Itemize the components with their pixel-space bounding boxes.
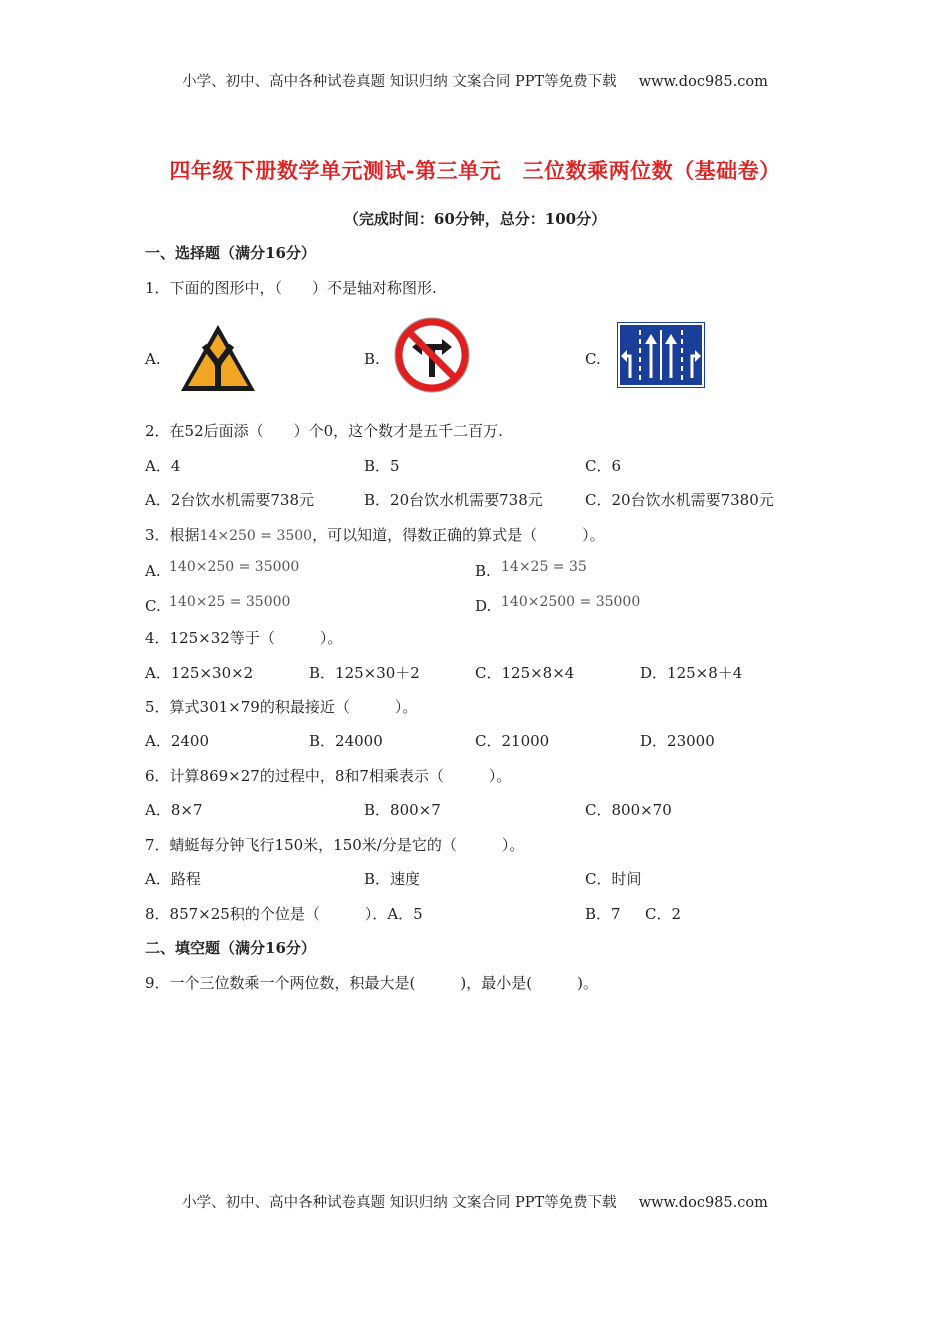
q3-option-a-math: 140×250 = 35000 bbox=[169, 559, 300, 575]
page-header bbox=[0, 70, 950, 91]
q8-option-c: C．2 bbox=[645, 905, 682, 923]
q2-option-b: B．5 bbox=[364, 457, 400, 475]
q1-option-c-label: C. bbox=[585, 350, 601, 368]
footer-site: www.doc985.com bbox=[638, 1195, 768, 1211]
q1-option-a-label: A. bbox=[145, 350, 161, 368]
q1-stem: 1．下面的图形中，（ ）不是轴对称图形. bbox=[145, 279, 437, 297]
q3-options-row1 bbox=[145, 559, 805, 579]
q7-stem: 7．蜻蜓每分钟飞行150米，150米/分是它的（ ）。 bbox=[145, 836, 525, 854]
q4-option-a: A．125×30×2 bbox=[145, 664, 254, 682]
page-subtitle: （完成时间：60分钟，总分：100分） bbox=[343, 210, 607, 228]
q8-line bbox=[145, 904, 805, 924]
q5-option-a: A．2400 bbox=[145, 732, 210, 750]
q7-option-b: B．速度 bbox=[364, 870, 421, 888]
q6-option-c: C．800×70 bbox=[585, 801, 672, 819]
q2-extra-options bbox=[145, 490, 805, 510]
q2-extra-option-b: B．20台饮水机需要738元 bbox=[364, 491, 543, 509]
q5-options bbox=[145, 731, 805, 751]
q6-option-a: A．8×7 bbox=[145, 801, 203, 819]
q4-option-b: B．125×30＋2 bbox=[309, 664, 420, 682]
q2-options bbox=[145, 456, 805, 476]
q7-option-c: C．时间 bbox=[585, 870, 642, 888]
header-site: www.doc985.com bbox=[638, 74, 768, 90]
warning-sign-icon bbox=[178, 322, 258, 394]
q5-option-c: C．21000 bbox=[475, 732, 550, 750]
q4-option-c: C．125×8×4 bbox=[475, 664, 575, 682]
q1-option-b-label: B. bbox=[364, 350, 380, 368]
q3-options-row2 bbox=[145, 594, 805, 614]
q7-options bbox=[145, 869, 805, 889]
q3-option-d-label: D. bbox=[475, 597, 492, 615]
q3-stem bbox=[145, 525, 605, 546]
q3-stem-pre: 3．根据 bbox=[145, 526, 200, 544]
q4-option-d: D．125×8＋4 bbox=[640, 664, 743, 682]
q9-stem: 9．一个三位数乘一个两位数，积最大是( )，最小是( )。 bbox=[145, 974, 598, 992]
q5-option-d: D．23000 bbox=[640, 732, 715, 750]
q3-option-c-math: 140×25 = 35000 bbox=[169, 594, 291, 610]
q6-options bbox=[145, 800, 805, 820]
prohibition-sign-icon bbox=[392, 315, 472, 395]
q6-stem: 6．计算869×27的过程中，8和7相乘表示（ ）。 bbox=[145, 767, 512, 785]
q8-stem: 8．857×25积的个位是（ ）．A．5 bbox=[145, 905, 423, 923]
q3-stem-math: 14×250 = 3500 bbox=[199, 528, 313, 544]
page-title: 四年级下册数学单元测试-第三单元 三位数乘两位数（基础卷） bbox=[169, 158, 781, 183]
q6-option-b: B．800×7 bbox=[364, 801, 441, 819]
section-fill-heading: 二、填空题（满分16分） bbox=[145, 939, 316, 957]
q5-option-b: B．24000 bbox=[309, 732, 383, 750]
q2-extra-option-a: A．2台饮水机需要738元 bbox=[145, 491, 315, 509]
q3-option-a-label: A. bbox=[145, 562, 161, 580]
lane-guide-sign-icon bbox=[615, 320, 707, 390]
q5-stem: 5．算式301×79的积最接近（ ）。 bbox=[145, 698, 418, 716]
q3-option-b-math: 14×25 = 35 bbox=[501, 559, 587, 575]
q2-extra-option-c: C．20台饮水机需要7380元 bbox=[585, 491, 774, 509]
q3-stem-post: ，可以知道，得数正确的算式是（ ）。 bbox=[312, 526, 605, 544]
footer-text: 小学、初中、高中各种试卷真题 知识归纳 文案合同 PPT等免费下载 bbox=[182, 1195, 617, 1211]
q2-option-a: A．4 bbox=[145, 457, 181, 475]
q2-stem: 2．在52后面添（ ）个0，这个数才是五千二百万. bbox=[145, 422, 503, 440]
page-footer bbox=[0, 1191, 950, 1212]
q8-option-b: B．7 bbox=[585, 905, 621, 923]
q3-option-b-label: B. bbox=[475, 562, 491, 580]
q7-option-a: A．路程 bbox=[145, 870, 201, 888]
q2-option-c: C．6 bbox=[585, 457, 622, 475]
q3-option-d-math: 140×2500 = 35000 bbox=[501, 594, 641, 610]
q4-options bbox=[145, 663, 805, 683]
section-choice-heading: 一、选择题（满分16分） bbox=[145, 244, 316, 262]
q3-option-c-label: C. bbox=[145, 597, 161, 615]
q4-stem: 4．125×32等于（ ）。 bbox=[145, 629, 343, 647]
header-text: 小学、初中、高中各种试卷真题 知识归纳 文案合同 PPT等免费下载 bbox=[182, 74, 617, 90]
